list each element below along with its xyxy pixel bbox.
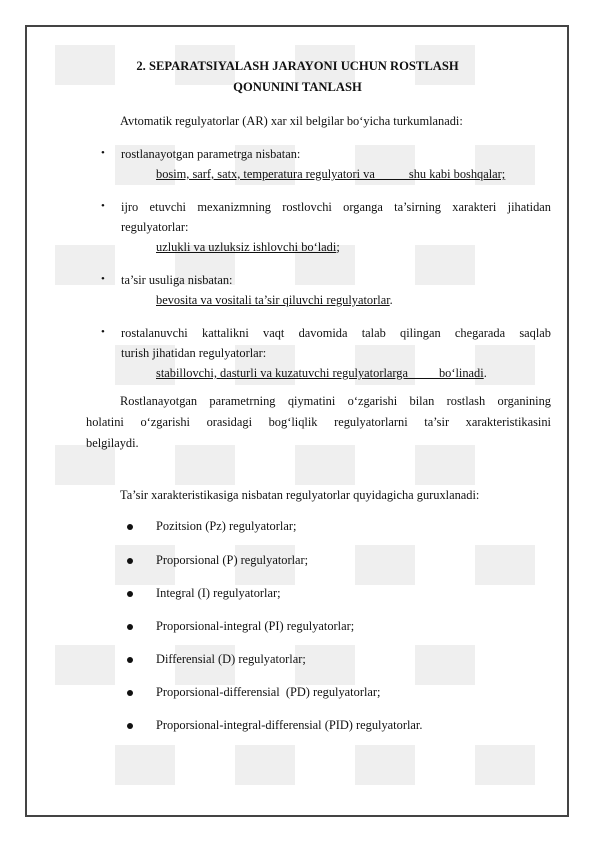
criterion-3-suffix: . [389, 293, 393, 307]
list-bullet [127, 624, 133, 630]
criterion-1-label: rostlanayotgan parametrga nisbatan: [121, 147, 301, 161]
list-item: Pozitsion (Pz) regulyatorlar; [156, 519, 297, 533]
bullet-marker: • [101, 326, 105, 338]
paragraph-line2: holatini o‘zgarishi orasidagi bog‘liqlik regulyatorlarni ta’sir xarakteristikasini [86, 415, 551, 429]
criterion-4-suffix: . [483, 366, 487, 380]
criterion-4-example-line [156, 364, 487, 383]
intro-text: Avtomatik regulyatorlar (AR) xar xil belgilar bo‘yicha turkumlanadi: [120, 114, 463, 128]
list-bullet [127, 690, 133, 696]
criterion-2-label-line1: ijro etuvchi mexanizmning rostlovchi organga ta’sirning xarakteri jihatidan [121, 200, 551, 214]
criterion-2-suffix: ; [336, 240, 340, 254]
criterion-4-label-line2: turish jihatidan regulyatorlar: [121, 346, 267, 360]
bullet-marker: • [101, 273, 105, 285]
section-title-line2: QONUNINI TANLASH [233, 80, 362, 94]
list-bullet [127, 723, 133, 729]
bullet-marker: • [101, 200, 105, 212]
list-bullet [127, 524, 133, 530]
paragraph-line3: belgilaydi. [86, 436, 139, 450]
criterion-1-example: bosim, sarf, satx, temperatura regulyatori va shu kabi boshqalar; [156, 167, 506, 181]
section-title-line1: 2. SEPARATSIYALASH JARAYONI UCHUN ROSTLASH [136, 59, 459, 73]
list-item: Proporsional-differensial (PD) regulyatorlar; [156, 685, 381, 699]
criterion-3-example-line [156, 291, 393, 310]
grouping-intro: Ta’sir xarakteristikasiga nisbatan regulyatorlar quyidagicha guruxlanadi: [120, 488, 480, 502]
criterion-2-label-line2: regulyatorlar: [121, 220, 189, 234]
criterion-3-example: bevosita va vositali ta’sir qiluvchi regulyatorlar [156, 293, 390, 307]
list-bullet [127, 657, 133, 663]
criterion-4-label-line1: rostalanuvchi kattalikni vaqt davomida talab qilingan chegarada saqlab [121, 326, 551, 340]
criterion-3-label: ta’sir usuliga nisbatan: [121, 273, 233, 287]
list-item: Proporsional (P) regulyatorlar; [156, 553, 309, 567]
criterion-2-example-line [156, 238, 340, 257]
list-item: Differensial (D) regulyatorlar; [156, 652, 306, 666]
criterion-2-example: uzlukli va uzluksiz ishlovchi bo‘ladi [156, 240, 337, 254]
list-item: Integral (I) regulyatorlar; [156, 586, 281, 600]
list-bullet [127, 591, 133, 597]
list-item: Proporsional-integral (PI) regulyatorlar; [156, 619, 355, 633]
list-bullet [127, 558, 133, 564]
list-item: Proporsional-integral-differensial (PID) regulyatorlar. [156, 718, 423, 732]
bullet-marker: • [101, 147, 105, 159]
criterion-4-example: stabillovchi, dasturli va kuzatuvchi regulyatorlarga bo‘linadi [156, 366, 484, 380]
paragraph-line1: Rostlanayotgan parametrning qiymatini o‘zgarishi bilan rostlash organining [120, 394, 551, 408]
